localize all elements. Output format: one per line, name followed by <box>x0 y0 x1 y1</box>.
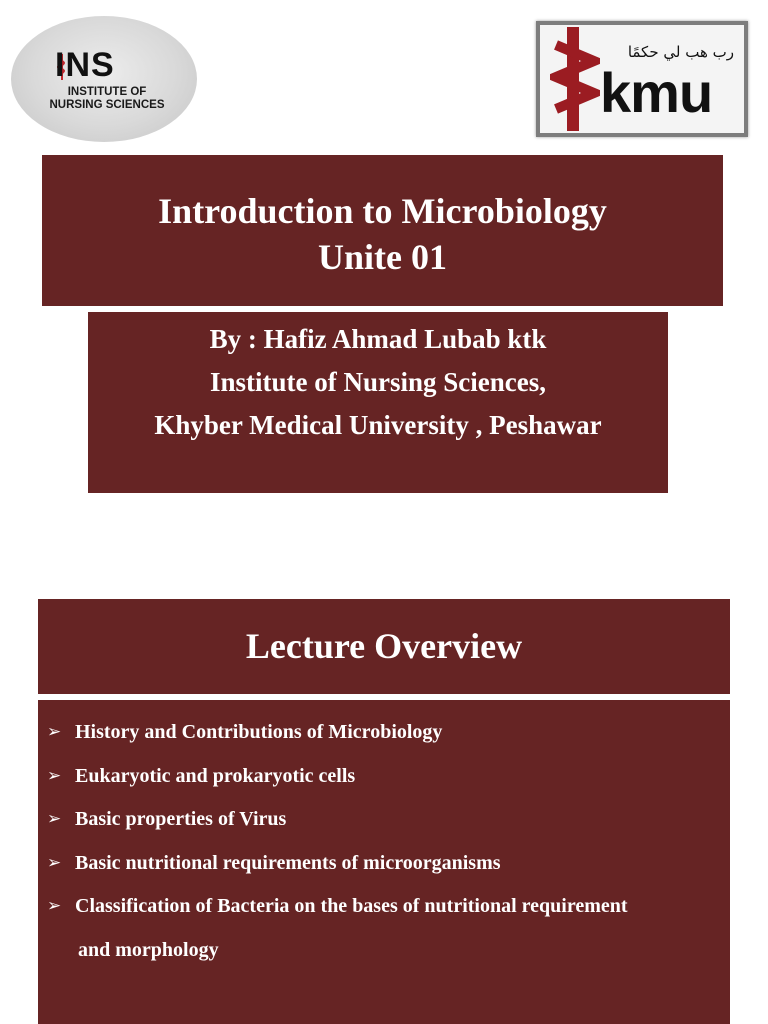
kmu-wordmark: kmu <box>600 61 713 124</box>
page-title: Introduction to Microbiology <box>158 191 607 231</box>
list-item-text: Classification of Bacteria on the bases of nutritional requirement <box>75 895 628 917</box>
arrow-bullet-icon: ➢ <box>47 896 62 916</box>
overview-heading: Lecture Overview <box>245 626 523 666</box>
kmu-caduceus-icon <box>550 23 600 135</box>
list-item <box>38 755 730 799</box>
kmu-arabic-motto: رب هب لي حكمًا <box>627 43 734 61</box>
list-item-text: Basic properties of Virus <box>75 808 287 830</box>
list-item <box>38 885 730 929</box>
list-item-text: Eukaryotic and prokaryotic cells <box>75 764 356 787</box>
arrow-bullet-icon: ➢ <box>47 852 62 873</box>
ins-logo-name-line1: INSTITUTE OF <box>67 86 147 98</box>
ins-logo-name-line2: NURSING SCIENCES <box>49 99 165 111</box>
list-item-continuation: and morphology <box>78 938 219 961</box>
title-box <box>42 155 723 306</box>
list-item <box>38 798 730 842</box>
unit-label: Unite 01 <box>318 237 447 277</box>
overview-list <box>38 700 730 1024</box>
author-institute: Institute of Nursing Sciences, <box>210 367 546 397</box>
arrow-bullet-icon: ➢ <box>47 809 62 829</box>
kmu-logo <box>536 21 748 137</box>
arrow-bullet-icon: ➢ <box>47 765 62 786</box>
ins-logo-mark: INS <box>55 46 115 84</box>
author-university: Khyber Medical University , Peshawar <box>154 410 602 440</box>
author-box <box>88 312 668 493</box>
arrow-bullet-icon: ➢ <box>47 722 62 742</box>
list-item-text: History and Contributions of Microbiology <box>75 721 443 743</box>
list-item <box>38 711 730 755</box>
list-item-text: Basic nutritional requirements of microorganisms <box>75 851 501 874</box>
overview-heading-box <box>38 599 730 694</box>
ins-logo-name <box>37 86 177 112</box>
ins-logo <box>11 16 197 142</box>
author-name: By : Hafiz Ahmad Lubab ktk <box>209 324 547 354</box>
list-item <box>38 842 730 886</box>
